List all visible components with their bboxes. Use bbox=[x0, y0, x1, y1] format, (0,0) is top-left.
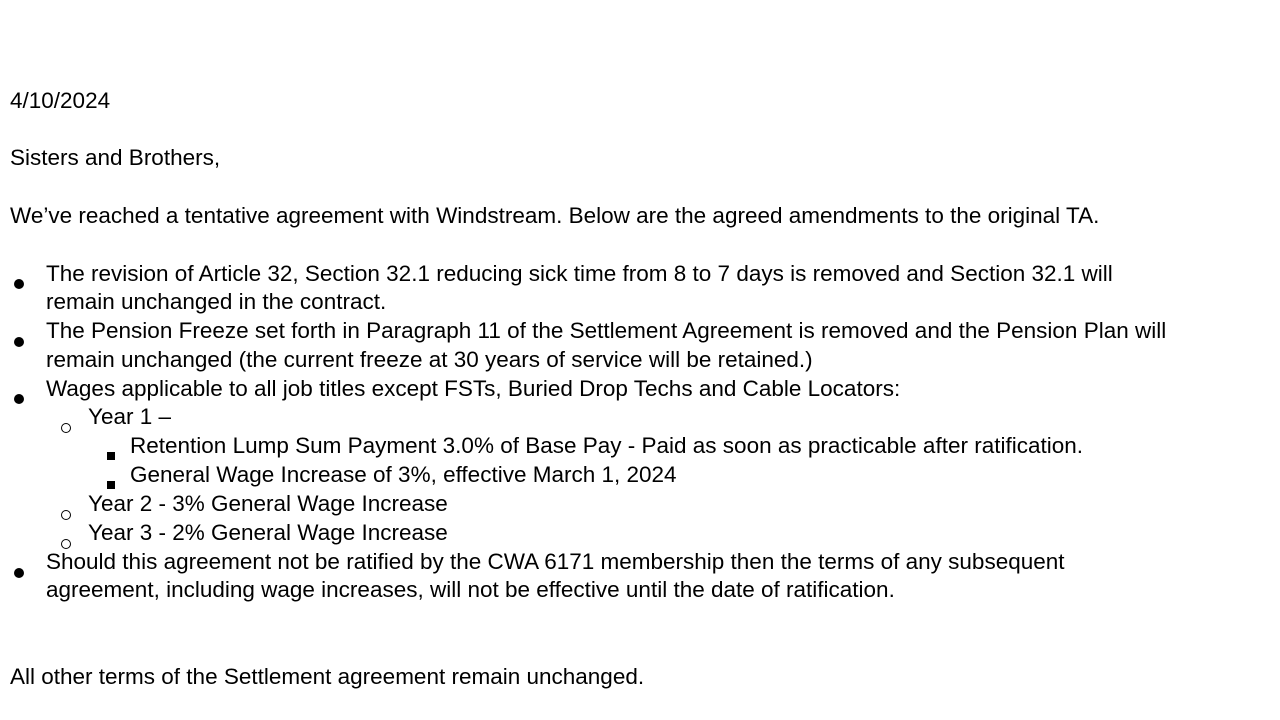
bullet-dot-icon bbox=[14, 279, 24, 289]
bullet-3-line-1: Wages applicable to all job titles except FSTs, Buried Drop Techs and Cable Locators: bbox=[46, 376, 901, 401]
subsub-bullet-general-wage: General Wage Increase of 3%, effective March 1, 2024 bbox=[130, 462, 677, 487]
sub-bullet-year2: Year 2 - 3% General Wage Increase bbox=[88, 491, 448, 516]
bullet-1-line-2: remain unchanged in the contract. bbox=[46, 289, 387, 314]
bullet-4-line-2: agreement, including wage increases, will not be effective until the date of ratification. bbox=[46, 577, 895, 602]
bullet-1-marker bbox=[10, 267, 28, 281]
subsub-bullet-2-marker bbox=[104, 467, 118, 479]
circle-bullet-icon bbox=[61, 510, 71, 520]
sub-bullet-year1-marker bbox=[58, 411, 74, 425]
square-bullet-icon bbox=[107, 452, 115, 460]
subsub-bullet-retention: Retention Lump Sum Payment 3.0% of Base Pay - Paid as soon as practicable after ratification. bbox=[130, 433, 1083, 458]
salutation: Sisters and Brothers, bbox=[10, 145, 221, 170]
sub-bullet-year3: Year 3 - 2% General Wage Increase bbox=[88, 520, 448, 545]
bullet-2-marker bbox=[10, 325, 28, 339]
bullet-3-marker bbox=[10, 382, 28, 396]
sub-bullet-year1: Year 1 – bbox=[88, 404, 171, 429]
bullet-2-line-2: remain unchanged (the current freeze at 30 years of service will be retained.) bbox=[46, 347, 813, 372]
closing-paragraph: All other terms of the Settlement agreement remain unchanged. bbox=[10, 664, 645, 689]
bullet-dot-icon bbox=[14, 568, 24, 578]
circle-bullet-icon bbox=[61, 423, 71, 433]
letter-date: 4/10/2024 bbox=[10, 88, 111, 113]
intro-paragraph: We’ve reached a tentative agreement with Windstream. Below are the agreed amendments to the original TA. bbox=[10, 203, 1100, 228]
sub-bullet-year2-marker bbox=[58, 498, 74, 512]
bullet-1-line-1: The revision of Article 32, Section 32.1 reducing sick time from 8 to 7 days is removed and Section 32.1 will bbox=[46, 261, 1113, 286]
bullet-4-marker bbox=[10, 556, 28, 570]
bullet-2-line-1: The Pension Freeze set forth in Paragraph 11 of the Settlement Agreement is removed and the Pension Plan will bbox=[46, 318, 1167, 343]
subsub-bullet-1-marker bbox=[104, 438, 118, 450]
square-bullet-icon bbox=[107, 481, 115, 489]
bullet-dot-icon bbox=[14, 337, 24, 347]
bullet-4-line-1: Should this agreement not be ratified by the CWA 6171 membership then the terms of any subsequent bbox=[46, 549, 1065, 574]
sub-bullet-year3-marker bbox=[58, 527, 74, 541]
bullet-dot-icon bbox=[14, 394, 24, 404]
